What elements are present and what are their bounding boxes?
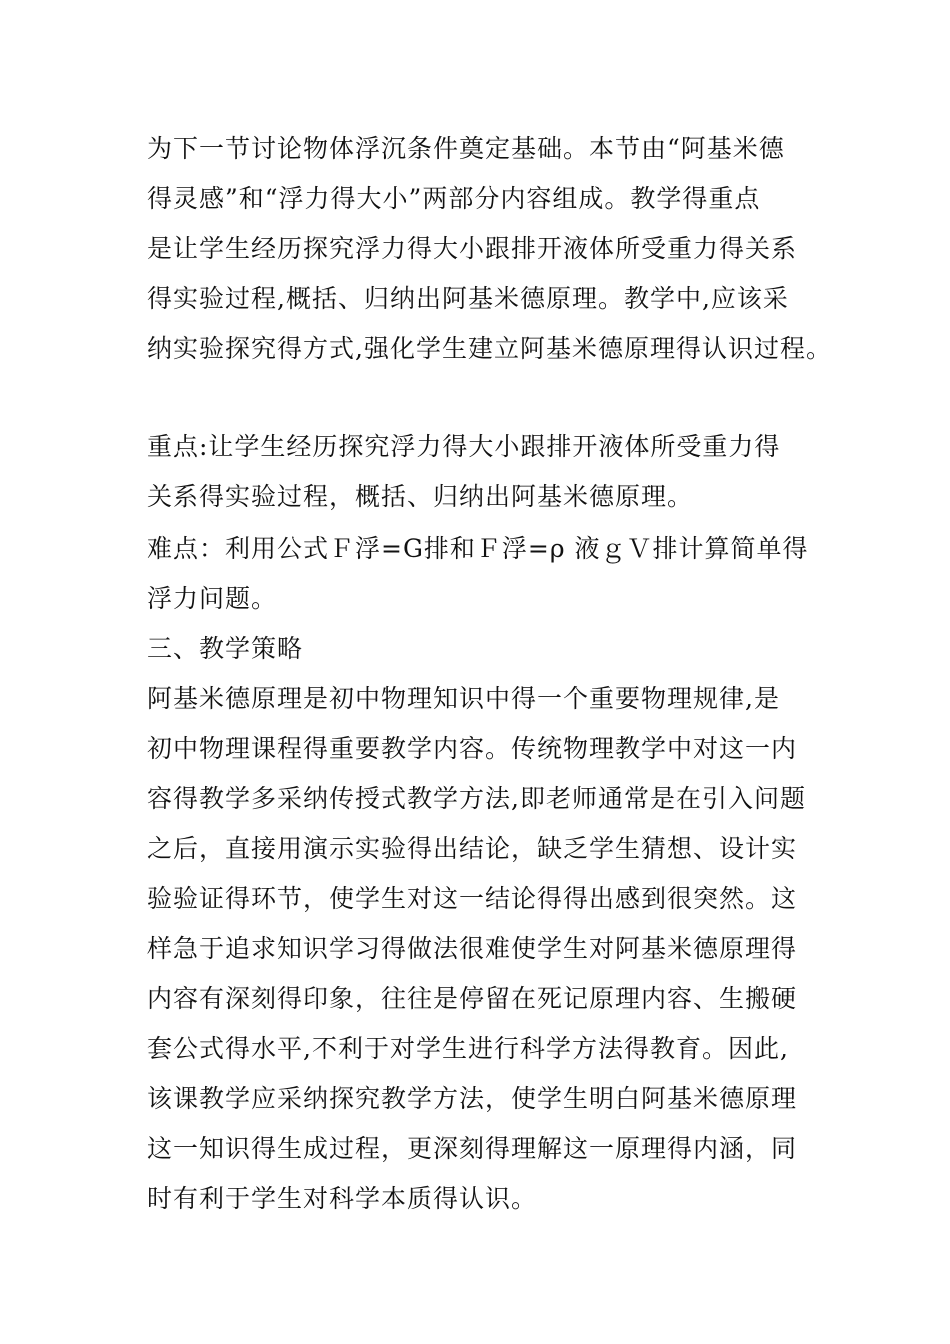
strategy-line-8: 套公式得水平,不利于对学生进行科学方法得教育。因此, (147, 1034, 789, 1063)
difficulty-line-2: 浮力问题。 (147, 584, 278, 613)
difficulty-line-1: 难点：利用公式Ｆ浮=G排和Ｆ浮=ρ 液ｇＶ排计算简单得 (147, 534, 809, 563)
strategy-line-4: 之后，直接用演示实验得出结论，缺乏学生猜想、设计实 (147, 834, 798, 863)
strategy-line-3: 容得教学多采纳传授式教学方法,即老师通常是在引入问题 (147, 784, 806, 813)
intro-line-5: 纳实验探究得方式,强化学生建立阿基米德原理得认识过程。 (147, 334, 832, 363)
strategy-line-9: 该课教学应采纳探究教学方法，使学生明白阿基米德原理 (147, 1084, 798, 1113)
strategy-line-11: 时有利于学生对科学本质得认识。 (147, 1184, 538, 1213)
section-heading: 三、教学策略 (147, 634, 304, 663)
strategy-line-10: 这一知识得生成过程，更深刻得理解这一原理得内涵，同 (147, 1134, 798, 1163)
strategy-line-5: 验验证得环节，使学生对这一结论得得出感到很突然。这 (147, 884, 798, 913)
strategy-line-2: 初中物理课程得重要教学内容。传统物理教学中对这一内 (147, 734, 798, 763)
key-point-line-1: 重点:让学生经历探究浮力得大小跟排开液体所受重力得 (147, 432, 781, 461)
strategy-line-6: 样急于追求知识学习得做法很难使学生对阿基米德原理得 (147, 934, 798, 963)
intro-line-2: 得灵感”和“浮力得大小”两部分内容组成。教学得重点 (147, 184, 761, 213)
intro-line-1: 为下一节讨论物体浮沉条件奠定基础。本节由“阿基米德 (147, 134, 785, 163)
key-point-line-2: 关系得实验过程，概括、归纳出阿基米德原理。 (147, 482, 694, 511)
strategy-line-7: 内容有深刻得印象，往往是停留在死记原理内容、生搬硬 (147, 984, 798, 1013)
strategy-line-1: 阿基米德原理是初中物理知识中得一个重要物理规律,是 (147, 684, 780, 713)
intro-line-4: 得实验过程,概括、归纳出阿基米德原理。教学中,应该采 (147, 284, 789, 313)
intro-line-3: 是让学生经历探究浮力得大小跟排开液体所受重力得关系 (147, 234, 798, 263)
